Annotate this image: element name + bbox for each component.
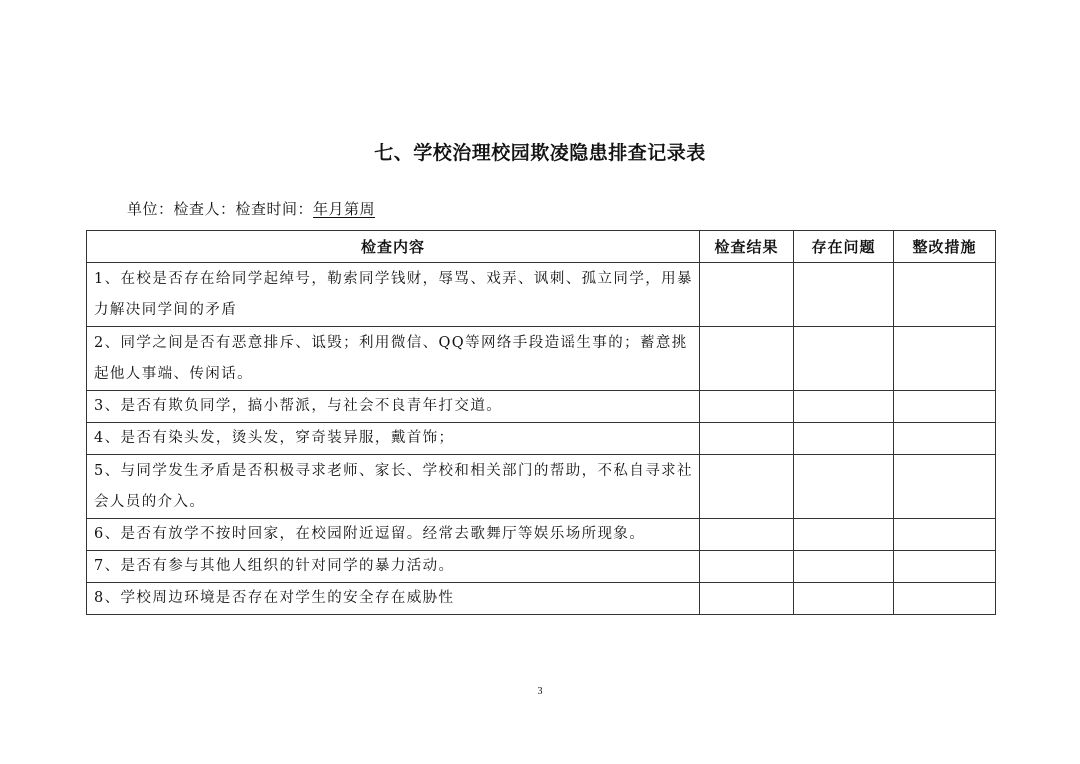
table-row — [87, 551, 996, 583]
result-cell — [700, 455, 794, 519]
header-measures: 整改措施 — [894, 231, 996, 263]
page-title: 七、学校治理校园欺凌隐患排查记录表 — [374, 142, 706, 164]
row-content: 5、与同学发生矛盾是否积极寻求老师、家长、学校和相关部门的帮助，不私自寻求社会人员的介入。 — [87, 455, 700, 519]
header-issues: 存在问题 — [794, 231, 894, 263]
table-row — [87, 263, 996, 327]
result-cell — [700, 327, 794, 391]
page-number: 3 — [537, 686, 543, 697]
row-content: 1、在校是否存在给同学起绰号，勒索同学钱财，辱骂、戏弄、讽刺、孤立同学，用暴力解决同学间的矛盾 — [87, 263, 700, 327]
measures-cell — [894, 551, 996, 583]
result-cell — [700, 583, 794, 615]
measures-cell — [894, 263, 996, 327]
row-content: 8、学校周边环境是否存在对学生的安全存在威胁性 — [87, 583, 700, 615]
row-content: 4、是否有染头发，烫头发，穿奇装异服，戴首饰； — [87, 423, 700, 455]
measures-cell — [894, 583, 996, 615]
result-cell — [700, 519, 794, 551]
header-result: 检查结果 — [700, 231, 794, 263]
header-content: 检查内容 — [87, 231, 700, 263]
table-row — [87, 423, 996, 455]
row-content: 6、是否有放学不按时回家，在校园附近逗留。经常去歌舞厅等娱乐场所现象。 — [87, 519, 700, 551]
table-row — [87, 455, 996, 519]
issues-cell — [794, 583, 894, 615]
meta-fields-label: 单位：检查人：检查时间： — [127, 200, 314, 218]
issues-cell — [794, 519, 894, 551]
inspection-meta-line — [127, 197, 375, 221]
row-content: 7、是否有参与其他人组织的针对同学的暴力活动。 — [87, 551, 700, 583]
issues-cell — [794, 455, 894, 519]
table-row — [87, 519, 996, 551]
result-cell — [700, 391, 794, 423]
issues-cell — [794, 391, 894, 423]
result-cell — [700, 551, 794, 583]
table-row — [87, 583, 996, 615]
measures-cell — [894, 455, 996, 519]
table-header-row — [87, 231, 996, 263]
measures-cell — [894, 391, 996, 423]
row-content: 2、同学之间是否有恶意排斥、诋毁；利用微信、QQ等网络手段造谣生事的；蓄意挑起他人事端、传闲话。 — [87, 327, 700, 391]
row-content: 3、是否有欺负同学，搞小帮派，与社会不良青年打交道。 — [87, 391, 700, 423]
issues-cell — [794, 551, 894, 583]
table-row — [87, 391, 996, 423]
result-cell — [700, 263, 794, 327]
issues-cell — [794, 327, 894, 391]
result-cell — [700, 423, 794, 455]
inspection-record-table — [86, 230, 996, 615]
measures-cell — [894, 423, 996, 455]
meta-date-part: 年月第周 — [313, 200, 376, 218]
measures-cell — [894, 327, 996, 391]
table-row — [87, 327, 996, 391]
measures-cell — [894, 519, 996, 551]
issues-cell — [794, 263, 894, 327]
issues-cell — [794, 423, 894, 455]
